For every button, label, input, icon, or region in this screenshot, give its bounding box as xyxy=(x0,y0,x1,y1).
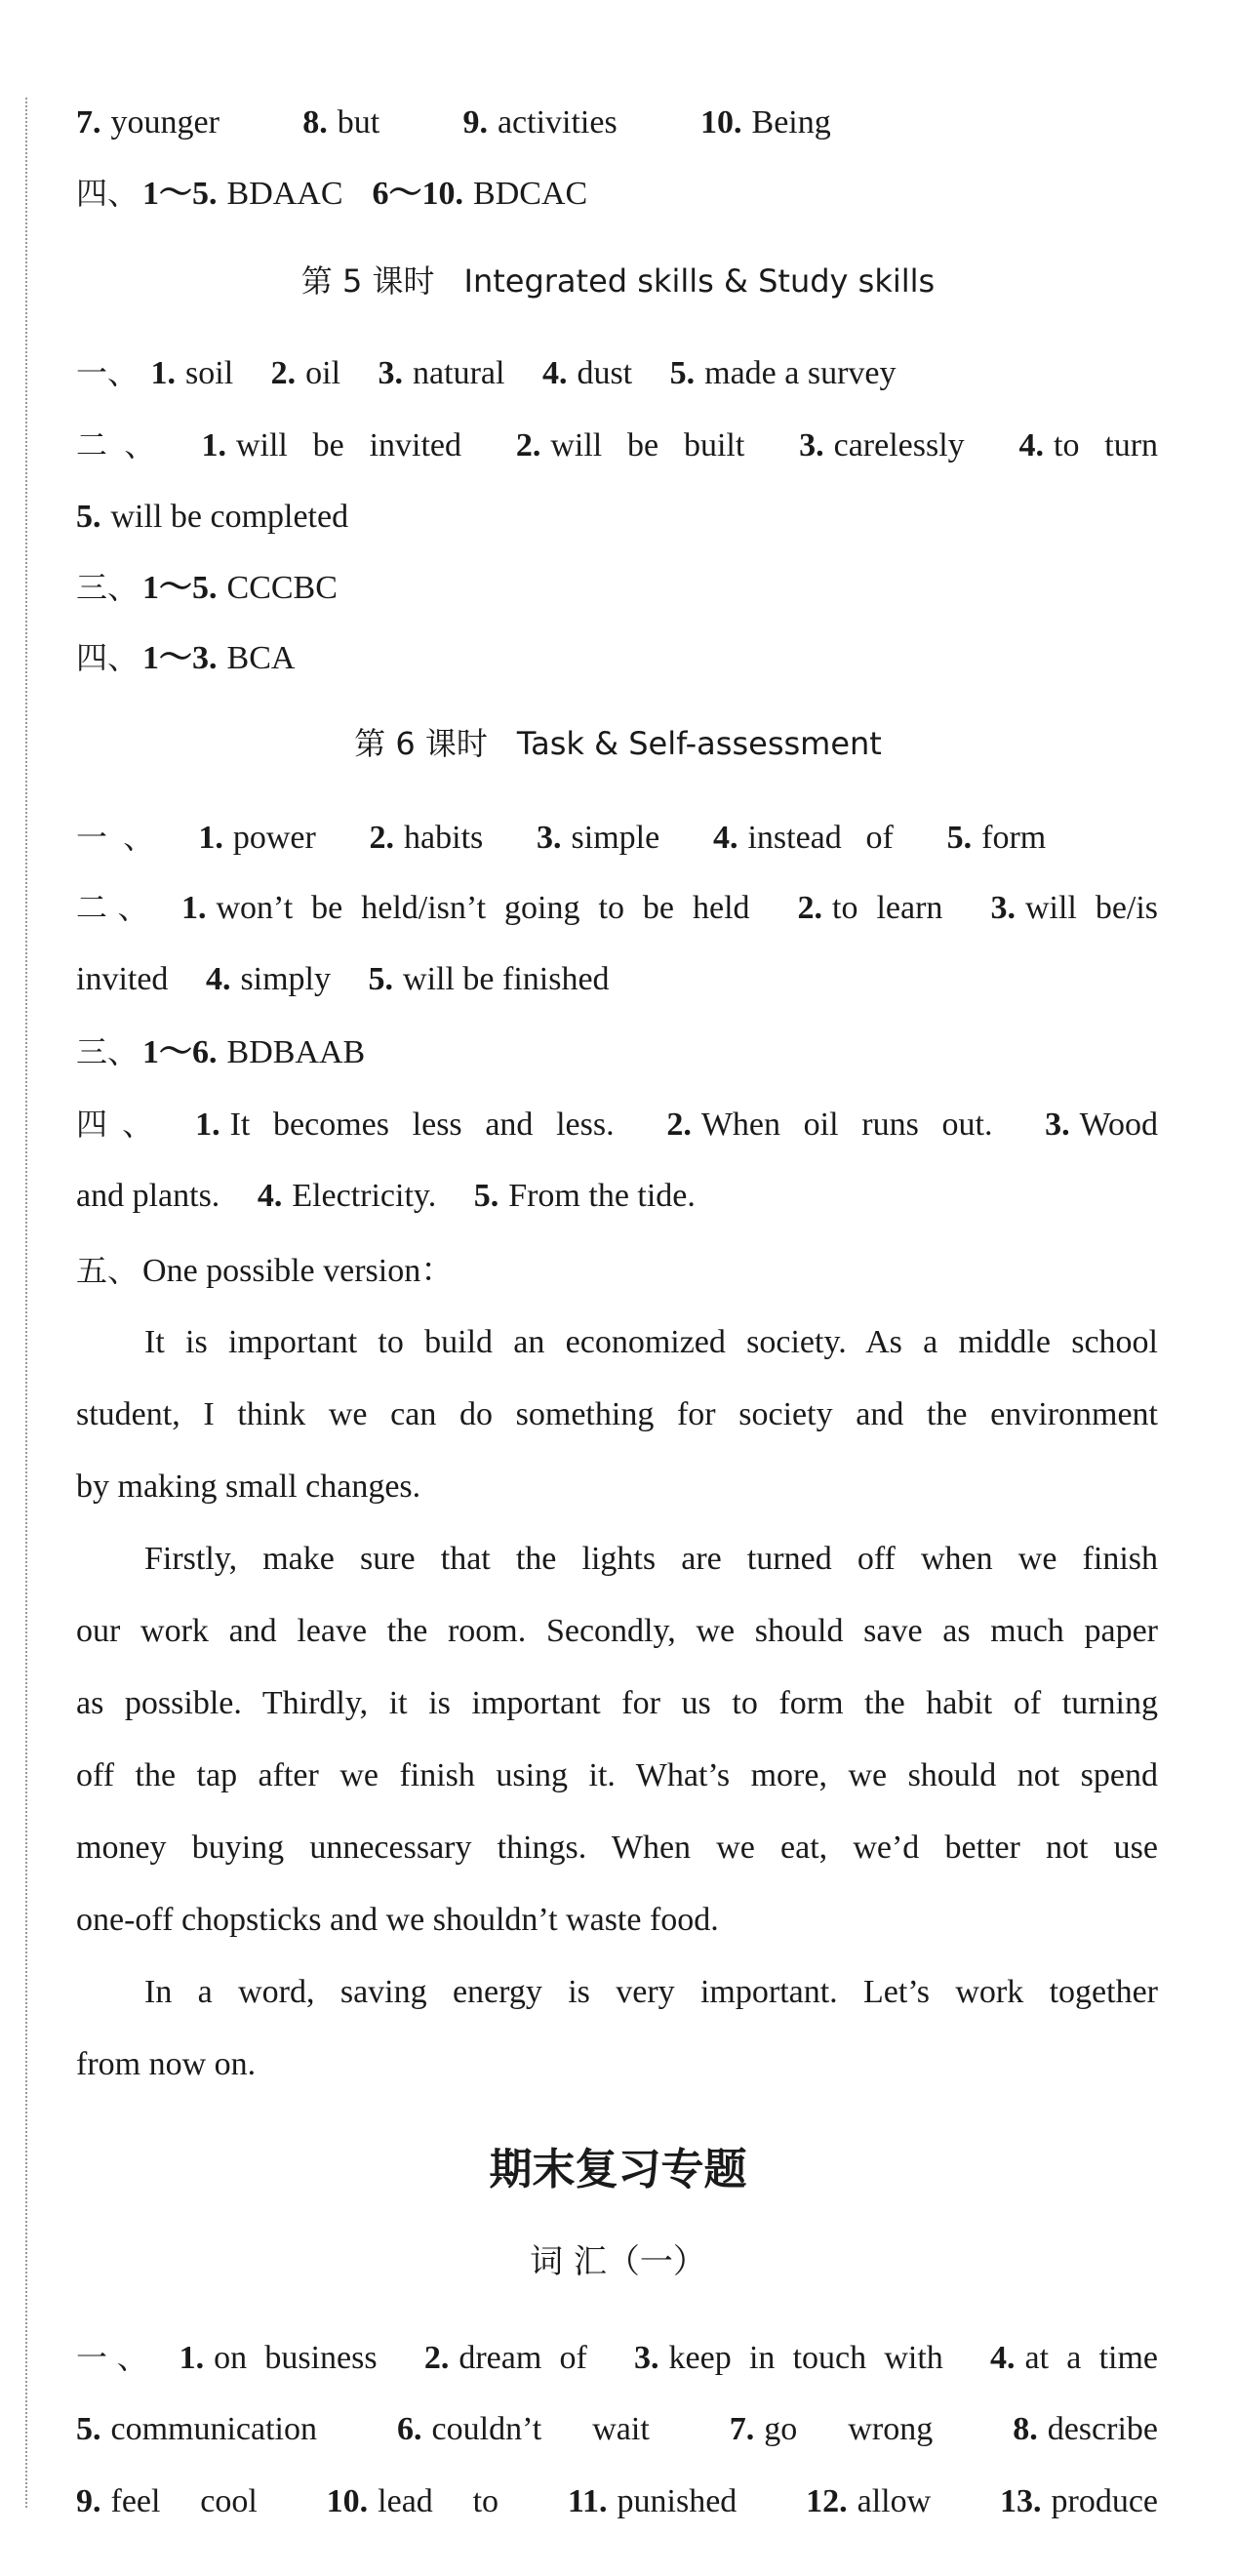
essay-line: Firstly, make sure that the lights are turned off when we finish xyxy=(144,1541,1158,1577)
lesson5-section-4: 四、 1～3. BCA xyxy=(76,639,296,676)
lesson6-section-4: 四、 1. It becomes less and less. 2. When oil runs out. 3. Wood xyxy=(76,1106,1159,1143)
lesson6-section-1: 一、 1. power 2. habits 3. simple 4. instead of 5. form xyxy=(76,819,1047,856)
review-section-1-cont: 9. feel cool 10. lead to 11. punished 12. allow 13. produce xyxy=(76,2483,1159,2519)
lesson6-section-3: 三、 1～6. BDBAAB xyxy=(76,1033,366,1070)
lesson6-section-2: 二、 1. won’t be held/isn’t going to be held 2. to learn 3. will be/is xyxy=(76,889,1159,926)
essay-line: our work and leave the room. Secondly, we should save as much paper xyxy=(76,1613,1158,1649)
essay-line: one-off chopsticks and we shouldn’t waste food. xyxy=(76,1902,719,1938)
lesson6-section-4-cont: and plants. 4. Electricity. 5. From the tide. xyxy=(76,1178,696,1214)
essay-line: student, I think we can do something for society and the environment xyxy=(76,1396,1158,1432)
review-subtitle: 词 汇（一） xyxy=(530,2242,706,2281)
essay-line: from now on. xyxy=(76,2046,257,2082)
lesson-6-heading: 第 6 课时 Task & Self-assessment xyxy=(354,725,882,762)
essay-line: money buying unnecessary things. When we eat, we’d better not use xyxy=(76,1830,1158,1866)
essay-line: by making small changes. xyxy=(76,1469,421,1505)
top-line-1: 7. younger 8. but 9. activities 10. Being xyxy=(76,104,831,141)
lesson5-section-3: 三、 1～5. CCCBC xyxy=(76,569,338,606)
essay-line: It is important to build an economized society. As a middle school xyxy=(144,1324,1158,1360)
lesson5-section-2-cont: 5. will be completed xyxy=(76,499,349,535)
lesson-5-heading: 第 5 课时 Integrated skills & Study skills xyxy=(300,262,936,300)
lesson6-section-2-cont: invited 4. simply 5. will be finished xyxy=(76,961,610,997)
lesson5-section-2: 二、 1. will be invited 2. will be built 3. carelessly 4. to turn xyxy=(76,426,1159,463)
essay-line: off the tap after we finish using it. What’s more, we should not spend xyxy=(76,1757,1158,1793)
review-title: 期末复习专题 xyxy=(489,2145,747,2194)
review-section-1: 一、 1. on business 2. dream of 3. keep in touch with 4. at a time xyxy=(76,2339,1159,2376)
essay-line: In a word, saving energy is very important. Let’s work together xyxy=(144,1974,1158,2010)
top-line-2: 四、 1～5. BDAAC 6～10. BDCAC xyxy=(76,175,588,212)
lesson6-section-5-label: 五、 One possible version： xyxy=(76,1252,455,1289)
review-section-1-cont: 5. communication 6. couldn’t wait 7. go wrong 8. describe xyxy=(76,2411,1158,2447)
essay-line: as possible. Thirdly, it is important for us to form the habit of turning xyxy=(76,1685,1158,1721)
lesson5-section-1: 一、 1. soil 2. oil 3. natural 4. dust 5. made a survey xyxy=(76,354,897,391)
